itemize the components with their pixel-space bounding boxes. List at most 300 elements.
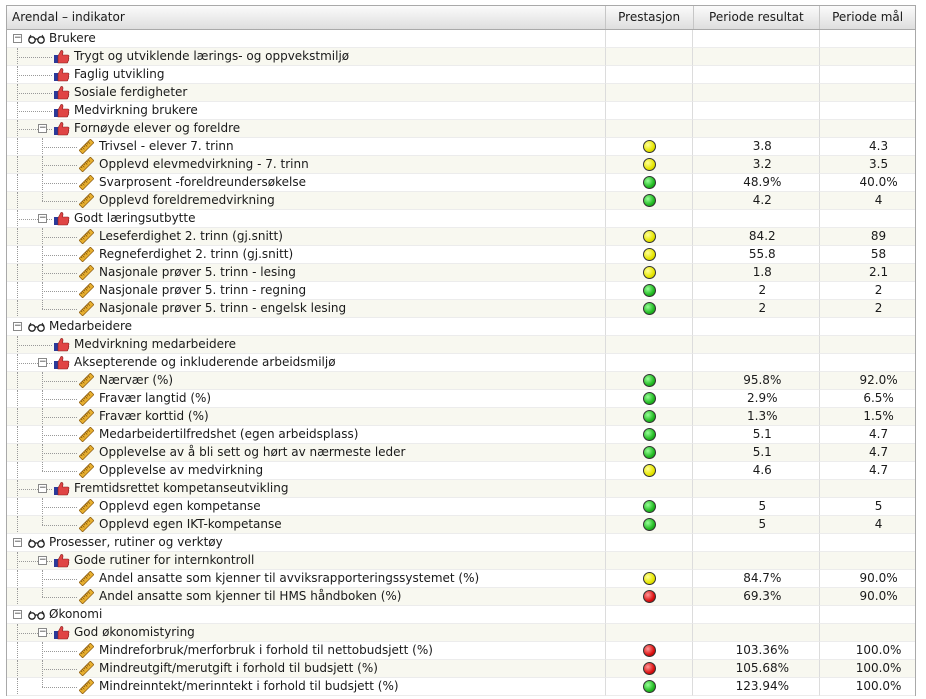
performance-cell xyxy=(606,552,694,570)
indicator-label[interactable]: Gode rutiner for internkontroll xyxy=(74,553,255,567)
indicator-label[interactable]: Mindreutgift/merutgift i forhold til budsjett (%) xyxy=(99,661,378,675)
period-result-cell xyxy=(693,120,820,138)
period-goal-cell xyxy=(820,318,915,336)
indicator-label[interactable]: Godt læringsutbytte xyxy=(74,211,196,225)
tree-node xyxy=(7,246,605,263)
tree-connector xyxy=(17,228,18,246)
tree-connector xyxy=(42,399,77,400)
indicator-label[interactable]: Andel ansatte som kjenner til HMS håndboken (%) xyxy=(99,589,402,603)
indicator-label[interactable]: Fremtidsrettet kompetanseutvikling xyxy=(74,481,289,495)
period-result-cell: 84.7% xyxy=(693,570,820,588)
ruler-icon xyxy=(78,229,95,244)
indicator-label[interactable]: Nasjonale prøver 5. trinn - engelsk lesing xyxy=(99,301,347,315)
indicator-label[interactable]: Leseferdighet 2. trinn (gj.snitt) xyxy=(99,229,283,243)
status-light-red-icon xyxy=(643,590,656,603)
period-result-cell: 2 xyxy=(693,282,820,300)
performance-cell xyxy=(606,516,694,534)
indicator-label[interactable]: Fravær langtid (%) xyxy=(99,391,212,405)
performance-cell xyxy=(606,570,694,588)
tree-connector xyxy=(42,669,77,670)
indicator-label[interactable]: Prosesser, rutiner og verktøy xyxy=(49,535,223,549)
indicator-label[interactable]: Opplevd foreldremedvirkning xyxy=(99,193,275,207)
tree-connector xyxy=(17,462,18,480)
indicator-cell xyxy=(7,174,606,192)
tree-node xyxy=(7,606,605,623)
collapse-toggle-icon[interactable]: − xyxy=(39,483,47,493)
indicator-cell xyxy=(7,30,606,48)
tree-connector xyxy=(17,93,52,94)
thumbs-up-icon xyxy=(53,337,70,352)
tree-connector xyxy=(42,597,77,598)
tree-connector xyxy=(17,570,18,588)
column-header-period-goal[interactable]: Periode mål xyxy=(832,10,904,24)
performance-cell xyxy=(606,48,694,66)
period-goal-cell xyxy=(820,624,915,642)
tree-connector xyxy=(17,678,18,696)
table-row[interactable] xyxy=(7,444,915,462)
period-result-cell: 69.3% xyxy=(693,588,820,606)
period-result-cell xyxy=(693,354,820,372)
indicator-tree-grid xyxy=(6,5,916,696)
tree-connector xyxy=(42,687,77,688)
period-result-cell xyxy=(693,318,820,336)
indicator-label[interactable]: Trygt og utviklende lærings- og oppvekstmiljø xyxy=(74,49,350,63)
glasses-icon xyxy=(28,607,45,622)
table-row[interactable] xyxy=(7,624,915,642)
performance-cell xyxy=(606,462,694,480)
status-light-green-icon xyxy=(643,428,656,441)
indicator-cell xyxy=(7,120,606,138)
performance-cell xyxy=(606,246,694,264)
table-row[interactable] xyxy=(7,192,915,210)
status-light-yellow-icon xyxy=(643,266,656,279)
indicator-label[interactable]: Opplevelse av å bli sett og hørt av nærmeste leder xyxy=(99,445,406,459)
period-result-cell xyxy=(693,552,820,570)
tree-connector xyxy=(42,525,77,526)
performance-cell xyxy=(606,498,694,516)
tree-node xyxy=(7,336,605,353)
period-result-cell: 1.8 xyxy=(693,264,820,282)
tree-connector xyxy=(17,138,18,156)
table-row[interactable] xyxy=(7,156,915,174)
tree-node xyxy=(7,444,605,461)
tree-node xyxy=(7,588,605,605)
tree-node xyxy=(7,318,605,335)
period-goal-cell: 3.5 xyxy=(820,156,915,174)
performance-cell xyxy=(606,192,694,210)
performance-cell xyxy=(606,138,694,156)
thumbs-up-icon xyxy=(53,49,70,64)
period-result-cell xyxy=(693,66,820,84)
table-row[interactable] xyxy=(7,318,915,336)
table-row[interactable] xyxy=(7,228,915,246)
indicator-cell xyxy=(7,66,606,84)
ruler-icon xyxy=(78,499,95,514)
indicator-label[interactable]: Nasjonale prøver 5. trinn - regning xyxy=(99,283,307,297)
period-goal-cell: 4.7 xyxy=(820,444,915,462)
tree-node xyxy=(7,570,605,587)
indicator-label[interactable]: Medarbeidertilfredshet (egen arbeidsplass) xyxy=(99,427,359,441)
indicator-label[interactable]: Svarprosent -foreldreundersøkelse xyxy=(99,175,306,189)
status-light-red-icon xyxy=(643,644,656,657)
period-result-cell: 48.9% xyxy=(693,174,820,192)
period-result-cell: 2 xyxy=(693,300,820,318)
thumbs-up-icon xyxy=(53,211,70,226)
ruler-icon xyxy=(78,445,95,460)
period-goal-cell: 4 xyxy=(820,516,915,534)
tree-connector xyxy=(42,471,77,472)
tree-connector xyxy=(17,156,18,174)
period-goal-cell: 92.0% xyxy=(820,372,915,390)
indicator-label[interactable]: Aksepterende og inkluderende arbeidsmiljø xyxy=(74,355,336,369)
indicator-cell xyxy=(7,354,606,372)
period-goal-cell: 90.0% xyxy=(820,570,915,588)
period-goal-cell xyxy=(820,102,915,120)
table-row[interactable] xyxy=(7,534,915,552)
column-header-performance[interactable]: Prestasjon xyxy=(606,6,694,29)
ruler-icon xyxy=(78,139,95,154)
period-goal-cell: 6.5% xyxy=(820,390,915,408)
thumbs-up-icon xyxy=(53,355,70,370)
performance-cell xyxy=(606,606,694,624)
period-goal-cell: 100.0% xyxy=(820,642,915,660)
tree-node xyxy=(7,408,605,425)
indicator-cell xyxy=(7,102,606,120)
indicator-cell xyxy=(7,300,606,318)
tree-node xyxy=(7,642,605,659)
table-row[interactable] xyxy=(7,282,915,300)
indicator-cell xyxy=(7,408,606,426)
status-light-green-icon xyxy=(643,500,656,513)
indicator-label[interactable]: Trivsel - elever 7. trinn xyxy=(99,139,234,153)
indicator-label[interactable]: Mindreinntekt/merinntekt i forhold til budsjett (%) xyxy=(99,679,399,693)
indicator-label[interactable]: Medvirkning brukere xyxy=(74,103,198,117)
period-goal-cell xyxy=(820,480,915,498)
glasses-icon xyxy=(28,31,45,46)
indicator-cell xyxy=(7,264,606,282)
thumbs-up-icon xyxy=(53,103,70,118)
period-goal-cell xyxy=(820,66,915,84)
indicator-label[interactable]: Regneferdighet 2. trinn (gj.snitt) xyxy=(99,247,294,261)
tree-connector xyxy=(42,579,77,580)
indicator-label[interactable]: Opplevd egen kompetanse xyxy=(99,499,261,513)
period-goal-cell: 100.0% xyxy=(820,660,915,678)
period-goal-cell: 4 xyxy=(820,192,915,210)
period-result-cell xyxy=(693,624,820,642)
tree-connector xyxy=(42,255,77,256)
period-goal-cell xyxy=(820,30,915,48)
table-row[interactable] xyxy=(7,210,915,228)
indicator-label[interactable]: Faglig utvikling xyxy=(74,67,165,81)
tree-connector xyxy=(42,507,77,508)
table-row[interactable] xyxy=(7,264,915,282)
indicator-cell xyxy=(7,192,606,210)
tree-connector xyxy=(42,516,43,525)
tree-node xyxy=(7,678,605,695)
ruler-icon xyxy=(78,373,95,388)
ruler-icon xyxy=(78,463,95,478)
period-goal-cell: 4.7 xyxy=(820,426,915,444)
grid-header xyxy=(7,6,915,30)
indicator-label[interactable]: Sosiale ferdigheter xyxy=(74,85,188,99)
table-row[interactable] xyxy=(7,174,915,192)
column-header-period-result[interactable]: Periode resultat xyxy=(694,6,821,29)
ruler-icon xyxy=(78,193,95,208)
status-light-green-icon xyxy=(643,194,656,207)
table-row[interactable] xyxy=(7,570,915,588)
table-row[interactable] xyxy=(7,588,915,606)
period-result-cell xyxy=(693,30,820,48)
tree-node xyxy=(7,660,605,677)
thumbs-up-icon xyxy=(53,481,70,496)
status-light-green-icon xyxy=(643,392,656,405)
indicator-label[interactable]: God økonomistyring xyxy=(74,625,195,639)
table-row[interactable] xyxy=(7,354,915,372)
table-row[interactable] xyxy=(7,606,915,624)
performance-cell xyxy=(606,354,694,372)
indicator-label[interactable]: Nasjonale prøver 5. trinn - lesing xyxy=(99,265,296,279)
period-goal-cell xyxy=(820,336,915,354)
indicator-label[interactable]: Medvirkning medarbeidere xyxy=(74,337,237,351)
indicator-cell xyxy=(7,48,606,66)
indicator-cell xyxy=(7,444,606,462)
ruler-icon xyxy=(78,301,95,316)
performance-cell xyxy=(606,174,694,192)
indicator-cell xyxy=(7,570,606,588)
table-row[interactable] xyxy=(7,84,915,102)
tree-node xyxy=(7,66,605,83)
ruler-icon xyxy=(78,157,95,172)
table-row[interactable] xyxy=(7,66,915,84)
collapse-toggle-icon[interactable]: − xyxy=(14,609,22,619)
performance-cell xyxy=(606,660,694,678)
indicator-cell xyxy=(7,588,606,606)
tree-connector xyxy=(17,57,52,58)
ruler-icon xyxy=(78,589,95,604)
tree-connector xyxy=(42,678,43,687)
period-goal-cell: 5 xyxy=(820,498,915,516)
thumbs-up-icon xyxy=(53,121,70,136)
tree-node xyxy=(7,426,605,443)
status-light-yellow-icon xyxy=(643,230,656,243)
period-goal-cell xyxy=(820,120,915,138)
tree-node xyxy=(7,30,605,47)
indicator-cell xyxy=(7,372,606,390)
tree-connector xyxy=(42,435,77,436)
table-row[interactable] xyxy=(7,480,915,498)
tree-connector xyxy=(42,201,77,202)
period-result-cell: 5 xyxy=(693,516,820,534)
tree-connector xyxy=(17,408,18,426)
table-row[interactable] xyxy=(7,102,915,120)
grid-body xyxy=(7,30,915,696)
tree-node xyxy=(7,192,605,209)
table-row[interactable] xyxy=(7,462,915,480)
ruler-icon xyxy=(78,679,95,694)
period-result-cell: 4.2 xyxy=(693,192,820,210)
thumbs-up-icon xyxy=(53,85,70,100)
tree-node xyxy=(7,228,605,245)
tree-connector xyxy=(42,651,77,652)
column-header-indicator[interactable]: Arendal – indikator xyxy=(7,6,606,29)
performance-cell xyxy=(606,228,694,246)
indicator-label[interactable]: Økonomi xyxy=(49,607,103,621)
table-row[interactable] xyxy=(7,516,915,534)
indicator-label[interactable]: Mindreforbruk/merforbruk i forhold til nettobudsjett (%) xyxy=(99,643,433,657)
status-light-green-icon xyxy=(643,176,656,189)
indicator-cell xyxy=(7,678,606,696)
table-row[interactable] xyxy=(7,30,915,48)
period-goal-cell: 2 xyxy=(820,300,915,318)
collapse-toggle-icon[interactable]: − xyxy=(14,537,22,547)
collapse-toggle-icon[interactable]: − xyxy=(39,627,47,637)
indicator-cell xyxy=(7,318,606,336)
table-row[interactable] xyxy=(7,660,915,678)
indicator-label[interactable]: Fornøyde elever og foreldre xyxy=(74,121,241,135)
indicator-label[interactable]: Opplevd elevmedvirkning - 7. trinn xyxy=(99,157,309,171)
period-goal-cell: 2 xyxy=(820,282,915,300)
tree-node xyxy=(7,156,605,173)
performance-cell xyxy=(606,624,694,642)
table-row[interactable] xyxy=(7,138,915,156)
indicator-cell xyxy=(7,660,606,678)
period-goal-cell: 90.0% xyxy=(820,588,915,606)
performance-cell xyxy=(606,120,694,138)
period-goal-cell: 1.5% xyxy=(820,408,915,426)
status-light-green-icon xyxy=(643,680,656,693)
indicator-cell xyxy=(7,228,606,246)
indicator-label[interactable]: Brukere xyxy=(49,31,96,45)
tree-connector xyxy=(17,111,52,112)
tree-connector xyxy=(42,183,77,184)
performance-cell xyxy=(606,84,694,102)
table-row[interactable] xyxy=(7,48,915,66)
status-light-red-icon xyxy=(643,662,656,675)
period-result-cell xyxy=(693,336,820,354)
tree-connector xyxy=(42,381,77,382)
performance-cell xyxy=(606,30,694,48)
collapse-toggle-icon[interactable]: − xyxy=(39,213,47,223)
table-row[interactable] xyxy=(7,498,915,516)
period-goal-cell: 89 xyxy=(820,228,915,246)
table-row[interactable] xyxy=(7,408,915,426)
tree-connector xyxy=(42,147,77,148)
indicator-cell xyxy=(7,606,606,624)
collapse-toggle-icon[interactable]: − xyxy=(39,357,47,367)
indicator-label[interactable]: Andel ansatte som kjenner til avviksrapporteringssystemet (%) xyxy=(99,571,480,585)
tree-connector xyxy=(17,282,18,300)
table-row[interactable] xyxy=(7,552,915,570)
period-goal-cell xyxy=(820,354,915,372)
indicator-cell xyxy=(7,552,606,570)
period-result-cell xyxy=(693,48,820,66)
table-row[interactable] xyxy=(7,642,915,660)
indicator-cell xyxy=(7,210,606,228)
table-row[interactable] xyxy=(7,372,915,390)
table-row[interactable] xyxy=(7,678,915,696)
period-result-cell: 103.36% xyxy=(693,642,820,660)
period-goal-cell xyxy=(820,210,915,228)
table-row[interactable] xyxy=(7,246,915,264)
status-light-green-icon xyxy=(643,284,656,297)
thumbs-up-icon xyxy=(53,553,70,568)
tree-node xyxy=(7,210,605,227)
collapse-toggle-icon[interactable]: − xyxy=(39,555,47,565)
performance-cell xyxy=(606,588,694,606)
tree-connector xyxy=(42,291,77,292)
tree-node xyxy=(7,354,605,371)
performance-cell xyxy=(606,390,694,408)
period-goal-cell xyxy=(820,48,915,66)
tree-node xyxy=(7,390,605,407)
status-light-yellow-icon xyxy=(643,248,656,261)
tree-connector xyxy=(17,390,18,408)
tree-connector xyxy=(17,174,18,192)
collapse-toggle-icon[interactable]: − xyxy=(39,123,47,133)
period-goal-cell: 40.0% xyxy=(820,174,915,192)
tree-node xyxy=(7,264,605,281)
period-result-cell: 1.3% xyxy=(693,408,820,426)
performance-cell xyxy=(606,642,694,660)
indicator-label[interactable]: Opplevelse av medvirkning xyxy=(99,463,264,477)
table-row[interactable] xyxy=(7,426,915,444)
tree-connector xyxy=(42,462,43,471)
glasses-icon xyxy=(28,319,45,334)
indicator-label[interactable]: Medarbeidere xyxy=(49,319,133,333)
status-light-green-icon xyxy=(643,302,656,315)
indicator-cell xyxy=(7,84,606,102)
ruler-icon xyxy=(78,517,95,532)
indicator-cell xyxy=(7,246,606,264)
period-goal-cell xyxy=(820,84,915,102)
period-result-cell xyxy=(693,102,820,120)
tree-connector xyxy=(17,444,18,462)
indicator-label[interactable]: Opplevd egen IKT-kompetanse xyxy=(99,517,282,531)
performance-cell xyxy=(606,480,694,498)
tree-connector xyxy=(17,300,18,318)
collapse-toggle-icon[interactable]: − xyxy=(14,33,22,43)
tree-node xyxy=(7,174,605,191)
ruler-icon xyxy=(78,571,95,586)
tree-connector xyxy=(42,273,77,274)
period-result-cell: 5.1 xyxy=(693,426,820,444)
ruler-icon xyxy=(78,427,95,442)
indicator-label[interactable]: Fravær korttid (%) xyxy=(99,409,209,423)
tree-connector xyxy=(42,237,77,238)
table-row[interactable] xyxy=(7,120,915,138)
status-light-yellow-icon xyxy=(643,572,656,585)
tree-node xyxy=(7,300,605,317)
indicator-label[interactable]: Nærvær (%) xyxy=(99,373,174,387)
tree-connector xyxy=(42,588,43,597)
indicator-cell xyxy=(7,498,606,516)
period-result-cell: 5 xyxy=(693,498,820,516)
tree-connector xyxy=(42,300,43,309)
status-light-yellow-icon xyxy=(643,464,656,477)
collapse-toggle-icon[interactable]: − xyxy=(14,321,22,331)
tree-connector xyxy=(17,660,18,678)
tree-connector xyxy=(17,588,18,606)
indicator-cell xyxy=(7,534,606,552)
status-light-yellow-icon xyxy=(643,158,656,171)
table-row[interactable] xyxy=(7,336,915,354)
table-row[interactable] xyxy=(7,390,915,408)
tree-node xyxy=(7,102,605,119)
period-goal-cell: 100.0% xyxy=(820,678,915,696)
period-result-cell xyxy=(693,606,820,624)
table-row[interactable] xyxy=(7,300,915,318)
tree-connector xyxy=(42,165,77,166)
